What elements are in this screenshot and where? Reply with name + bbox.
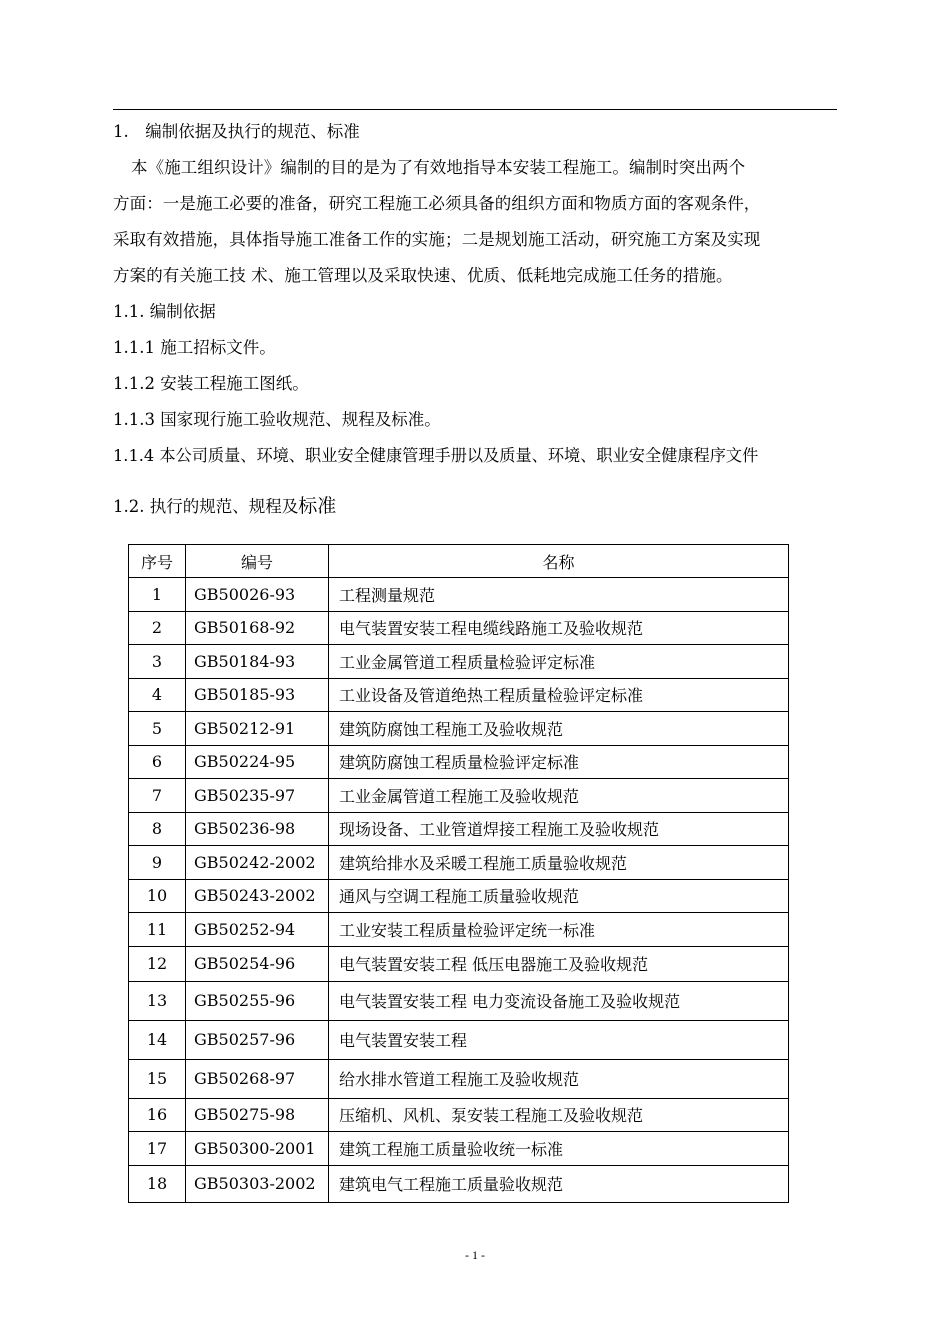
row-code: GB50242-2002 xyxy=(186,846,329,880)
row-serial: 7 xyxy=(129,779,186,813)
header-code: 编号 xyxy=(186,545,329,578)
row-code: GB50255-96 xyxy=(186,981,329,1020)
row-name: 建筑防腐蚀工程质量检验评定标准 xyxy=(329,745,789,779)
row-serial: 17 xyxy=(129,1132,186,1166)
standards-table xyxy=(128,544,789,1203)
row-serial: 3 xyxy=(129,645,186,679)
row-code: GB50026-93 xyxy=(186,578,329,612)
row-code: GB50168-92 xyxy=(186,611,329,645)
row-serial: 18 xyxy=(129,1165,186,1202)
section-1-2-heading xyxy=(113,488,837,524)
row-name: 压缩机、风机、泵安装工程施工及验收规范 xyxy=(329,1098,789,1132)
section-1-1-heading: 1.1. 编制依据 xyxy=(113,302,216,321)
row-code: GB50224-95 xyxy=(186,745,329,779)
basis-item: 1.1.4 本公司质量、环境、职业安全健康管理手册以及质量、环境、职业安全健康程序文件 xyxy=(113,446,759,465)
row-name: 电气装置安装工程 xyxy=(329,1020,789,1059)
row-code: GB50300-2001 xyxy=(186,1132,329,1166)
table-row xyxy=(129,879,789,913)
section-1-heading: 1. 编制依据及执行的规范、标准 xyxy=(113,122,360,141)
row-code: GB50235-97 xyxy=(186,779,329,813)
row-name: 电气装置安装工程 低压电器施工及验收规范 xyxy=(329,946,789,981)
section-1-2-heading-prefix: 1.2. 执行的规范、规程及 xyxy=(113,497,299,516)
row-code: GB50212-91 xyxy=(186,712,329,746)
row-serial: 2 xyxy=(129,611,186,645)
row-name: 建筑工程施工质量验收统一标准 xyxy=(329,1132,789,1166)
row-code: GB50254-96 xyxy=(186,946,329,981)
paragraph-line: 方面：一是施工必要的准备，研究工程施工必须具备的组织方面和物质方面的客观条件， xyxy=(113,194,761,213)
section-1-2-heading-suffix: 标准 xyxy=(298,495,337,517)
table-row xyxy=(129,1020,789,1059)
header-rule xyxy=(113,109,837,110)
row-serial: 10 xyxy=(129,879,186,913)
row-name: 现场设备、工业管道焊接工程施工及验收规范 xyxy=(329,812,789,846)
row-serial: 11 xyxy=(129,913,186,947)
row-name: 给水排水管道工程施工及验收规范 xyxy=(329,1059,789,1098)
row-serial: 16 xyxy=(129,1098,186,1132)
basis-item: 1.1.3 国家现行施工验收规范、规程及标准。 xyxy=(113,410,441,429)
table-row xyxy=(129,678,789,712)
table-row xyxy=(129,946,789,981)
row-name: 建筑给排水及采暖工程施工质量验收规范 xyxy=(329,846,789,880)
section-1-paragraph xyxy=(113,150,837,294)
row-name: 工业金属管道工程施工及验收规范 xyxy=(329,779,789,813)
header-name: 名称 xyxy=(329,545,789,578)
table-row xyxy=(129,712,789,746)
row-code: GB50252-94 xyxy=(186,913,329,947)
row-code: GB50275-98 xyxy=(186,1098,329,1132)
paragraph-line: 方案的有关施工技 术、施工管理以及采取快速、优质、低耗地完成施工任务的措施。 xyxy=(113,266,733,285)
row-name: 工业金属管道工程质量检验评定标准 xyxy=(329,645,789,679)
row-name: 工程测量规范 xyxy=(329,578,789,612)
row-name: 建筑电气工程施工质量验收规范 xyxy=(329,1165,789,1202)
table-row xyxy=(129,779,789,813)
row-name: 建筑防腐蚀工程施工及验收规范 xyxy=(329,712,789,746)
page-number: - 1 - xyxy=(465,1248,485,1262)
table-row xyxy=(129,578,789,612)
basis-item: 1.1.1 施工招标文件。 xyxy=(113,338,276,357)
paragraph-line: 采取有效措施，具体指导施工准备工作的实施；二是规划施工活动，研究施工方案及实现 xyxy=(113,230,761,249)
paragraph-line: 本《施工组织设计》编制的目的是为了有效地指导本安装工程施工。编制时突出两个 xyxy=(131,158,746,177)
row-serial: 12 xyxy=(129,946,186,981)
table-row xyxy=(129,1059,789,1098)
row-code: GB50257-96 xyxy=(186,1020,329,1059)
table-row xyxy=(129,913,789,947)
table-row xyxy=(129,1132,789,1166)
basis-item: 1.1.2 安装工程施工图纸。 xyxy=(113,374,309,393)
row-name: 工业设备及管道绝热工程质量检验评定标准 xyxy=(329,678,789,712)
row-serial: 8 xyxy=(129,812,186,846)
row-serial: 15 xyxy=(129,1059,186,1098)
table-row xyxy=(129,745,789,779)
row-serial: 14 xyxy=(129,1020,186,1059)
row-code: GB50268-97 xyxy=(186,1059,329,1098)
table-row xyxy=(129,1098,789,1132)
row-serial: 9 xyxy=(129,846,186,880)
row-code: GB50243-2002 xyxy=(186,879,329,913)
table-header-row xyxy=(129,545,789,578)
row-serial: 13 xyxy=(129,981,186,1020)
row-serial: 6 xyxy=(129,745,186,779)
row-serial: 5 xyxy=(129,712,186,746)
row-code: GB50236-98 xyxy=(186,812,329,846)
row-name: 电气装置安装工程电缆线路施工及验收规范 xyxy=(329,611,789,645)
row-name: 通风与空调工程施工质量验收规范 xyxy=(329,879,789,913)
row-code: GB50185-93 xyxy=(186,678,329,712)
document-content xyxy=(113,114,837,524)
table-row xyxy=(129,846,789,880)
row-serial: 1 xyxy=(129,578,186,612)
table-row xyxy=(129,981,789,1020)
row-name: 工业安装工程质量检验评定统一标准 xyxy=(329,913,789,947)
row-name: 电气装置安装工程 电力变流设备施工及验收规范 xyxy=(329,981,789,1020)
table-row xyxy=(129,812,789,846)
table-row xyxy=(129,611,789,645)
table-row xyxy=(129,645,789,679)
header-serial: 序号 xyxy=(129,545,186,578)
row-code: GB50303-2002 xyxy=(186,1165,329,1202)
row-code: GB50184-93 xyxy=(186,645,329,679)
table-row xyxy=(129,1165,789,1202)
row-serial: 4 xyxy=(129,678,186,712)
